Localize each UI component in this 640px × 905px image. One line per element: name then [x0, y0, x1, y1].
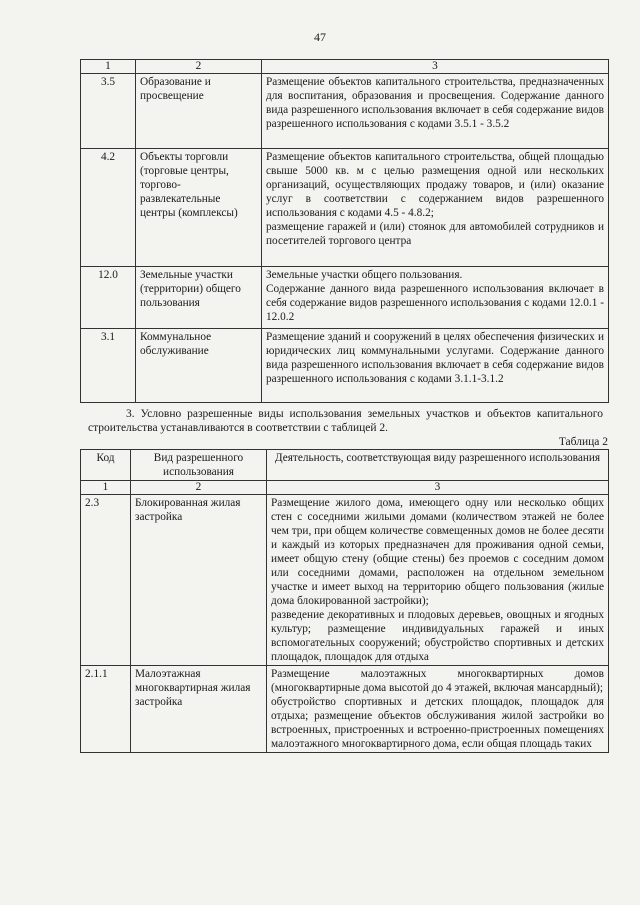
use-code: 4.2: [81, 149, 136, 267]
description-paragraph: размещение гаражей и (или) стоянок для автомобилей сотрудников и посетителей торгового центра: [266, 221, 604, 247]
header-row: [81, 450, 609, 481]
table-row: [81, 329, 609, 403]
table-caption: Таблица 2: [558, 436, 608, 448]
description-paragraph: Размещение малоэтажных многоквартирных домов (многоквартирные дома высотой до 4 этажей, включая мансардный);: [271, 668, 604, 694]
use-name: Земельные участки (территории) общего пользования: [136, 267, 262, 329]
header-use-type: Вид разрешенного использования: [131, 450, 267, 481]
land-use-table-2: [80, 449, 609, 753]
use-code: 2.1.1: [81, 666, 131, 753]
table-row: [81, 495, 609, 666]
use-name: Образование и просвещение: [136, 74, 262, 149]
use-name: Блокированная жилая застройка: [131, 495, 267, 666]
use-description: [262, 329, 609, 403]
use-code: 3.1: [81, 329, 136, 403]
description-paragraph: Размещение объектов капитального строительства, предназначенных для воспитания, образования и просвещения. Содержание данного вида разрешенного использования включает в себя содержание видов разрешенного использования с кодами 3.5.1 - 3.5.2: [266, 76, 604, 130]
description-paragraph: обустройство спортивных и детских площадок, площадок для отдыха; размещение объектов обслуживания жилой застройки во встроенных, пристроенных и встроенно-пристроенных помещениях малоэтажного многоквартирного дома, если общая площадь таких: [271, 696, 604, 750]
description-paragraph: Земельные участки общего пользования.: [266, 269, 463, 281]
description-paragraph: Размещение жилого дома, имеющего одну или несколько общих стен с соседними жилыми домами (количеством этажей не более чем три, при общем количестве совмещенных домов не более десяти и каждый из которых предназначен для проживания одной семьи, имеет общую стену (общие стены) без проемов с соседним домом или соседними домами, расположен на отдельном земельном участке и имеет выход на территорию общего пользования (жилые дома блокированной застройки);: [271, 497, 604, 607]
description-paragraph: Размещение объектов капитального строительства, общей площадью свыше 5000 кв. м с целью размещения одной или нескольких организаций, осуществляющих продажу товаров, и (или) оказание услуг в соответствии с содержанием видов разрешенного использования с кодами 4.5 - 4.8.2;: [266, 151, 604, 219]
description-paragraph: Размещение зданий и сооружений в целях обеспечения физических и юридических лиц коммунальными услугами. Содержание данного вида разрешенного использования включает в себя содержание видов разрешенного использования с кодами 3.1.1-3.1.2: [266, 331, 604, 385]
conditional-uses-paragraph: 3. Условно разрешенные виды использования земельных участков и объектов капитального строительства устанавливаются в соответствии с таблицей 2.: [88, 408, 603, 434]
use-description: [267, 495, 609, 666]
use-description: [262, 74, 609, 149]
use-name: Малоэтажная многоквартирная жилая застройка: [131, 666, 267, 753]
description-paragraph: Содержание данного вида разрешенного использования включает в себя содержание видов разрешенного использования с кодами 12.0.1 - 12.0.2: [266, 283, 604, 323]
use-code: 2.3: [81, 495, 131, 666]
use-name: Объекты торговли (торговые центры, торгово-развлекательные центры (комплексы): [136, 149, 262, 267]
description-paragraph: разведение декоративных и плодовых деревьев, овощных и ягодных культур; размещение индивидуальных гаражей и иных вспомогательных сооружений; обустройство спортивных и детских площадок, площадок для отдыха: [271, 609, 604, 663]
column-number-row: [81, 60, 609, 74]
page-number: 47: [314, 30, 326, 44]
use-description: [262, 267, 609, 329]
land-use-table-1: [80, 59, 609, 403]
use-code: 12.0: [81, 267, 136, 329]
column-number: 3: [267, 481, 609, 495]
header-code: Код: [81, 450, 131, 481]
use-name: Коммунальное обслуживание: [136, 329, 262, 403]
table-row: [81, 267, 609, 329]
table-row: [81, 666, 609, 753]
use-description: [262, 149, 609, 267]
use-code: 3.5: [81, 74, 136, 149]
use-description: [267, 666, 609, 753]
column-number-row: [81, 481, 609, 495]
table-row: [81, 149, 609, 267]
column-number: 3: [262, 60, 609, 74]
column-number: 2: [131, 481, 267, 495]
column-number: 1: [81, 481, 131, 495]
column-number: 1: [81, 60, 136, 74]
column-number: 2: [136, 60, 262, 74]
header-activity: Деятельность, соответствующая виду разрешенного использования: [267, 450, 609, 481]
table-row: [81, 74, 609, 149]
